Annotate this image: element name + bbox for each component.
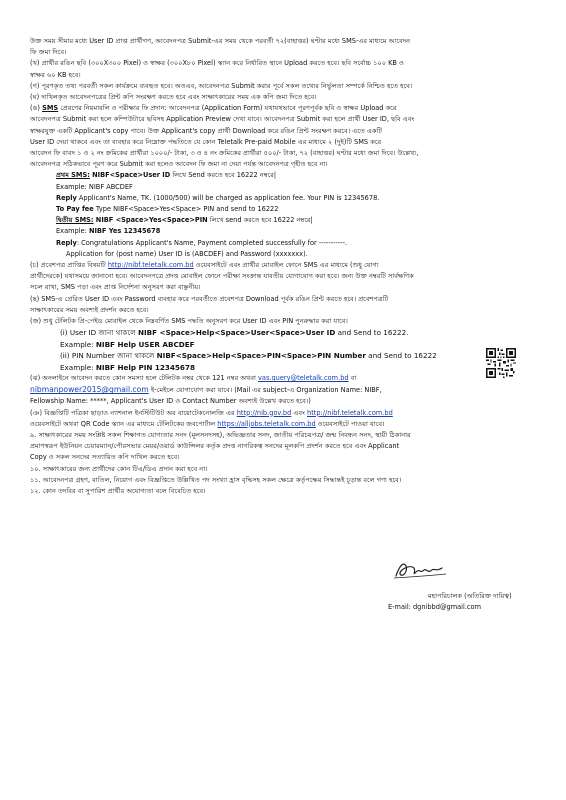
sms-label: প্রথম SMS: (56, 171, 90, 180)
text-line (30, 408, 530, 419)
signatory-title: মহাপরিচালক (অতিরিক্ত দায়িত্ব) (428, 592, 512, 600)
text-span: (ঞ) বিজ্ঞপ্তিটি পত্রিকা ছাড়াও ন্যাশনাল ইনস্টিটিউট অব বায়োটেকনোলজি এর (30, 408, 237, 417)
text-span: বা (348, 373, 357, 382)
signatory-email: E-mail: dgnibbd@gmail.com (388, 603, 482, 611)
text-line: আবেদন ফি বাবদ ১ ও ২ নং ক্রমিকের প্রার্থীরা ১০০০/- টাকা, ৩ ও ৪ নং ক্রমিকের প্রার্থীরা ৫০০/- টাকা, ৭২ (বাহাত্তর) ঘণ্টার মধ্যে জমা দিবে। উল্লেখ্য, (30, 149, 419, 158)
sms-line (30, 215, 530, 226)
nibmanpower-email-link[interactable]: nibmanpower2015@gmail.com (30, 385, 149, 395)
text-span: ওয়েবসাইটে অথবা QR Code স্ক্যান এর মাধ্যমে টেলিটকের জবপোর্টাল (30, 419, 218, 428)
text-span: (ii) PIN Number জানা থাকলে (60, 351, 157, 361)
text-line: ১২. কোন তদবির বা সুপারিশ প্রার্থীর অযোগ্যতা বলে বিবেচিত হবে। (30, 486, 206, 495)
example-line (30, 339, 530, 350)
reply-line (30, 193, 530, 204)
qr-code-icon[interactable] (486, 348, 516, 378)
text-line: ফি জমা দিবে। (30, 48, 67, 57)
text-span: Example: (56, 227, 89, 236)
text-line (30, 103, 530, 114)
text-line: স্বাক্ষরযুক্ত একটি Applicant's copy পাবে। উক্ত Applicant's copy প্রার্থী Download করে রঙিন প্রিন্ট সংরক্ষণ করবে। এতে একটি (30, 126, 383, 135)
recovery-line (30, 327, 530, 338)
text-span: (ঙ) (30, 104, 43, 113)
text-span: and Send to 16222 (365, 351, 437, 361)
text-line: (ছ) SMS-এ প্রেরিত User ID এবং Password ব্যবহার করে পরবর্তীতে প্রবেশপত্র Download পূর্বক রঙিন প্রিন্ট করতে হবে। প্রবেশপত্রটি (30, 294, 389, 303)
example-command: NIBF Help PIN 12345678 (95, 362, 195, 372)
text-span: প্রেরণের নিয়মাবলি ও পরীক্ষার ফি প্রদান: আবেদনপত্র (Application Form) যথাযথভাবে পূরণপূর্বক ছবি ও স্বাক্ষর Upload করে (58, 104, 397, 113)
example-line: Example: NIBF ABCDEF (56, 182, 133, 191)
sms-command: NIBF <Space>Help<Space>User<Space>User ID (137, 328, 336, 338)
reply-line: Application for (post name) User ID is (ABCDEF) and Password (xxxxxxx). (66, 249, 308, 258)
nib-gov-link[interactable]: http://nib.gov.bd (236, 408, 292, 417)
text-line: আবেদনপত্র Submit করা হলে কম্পিউটারে ছবিসহ Application Preview দেখা যাবে। আবেদনপত্র Submit করা হলে প্রার্থী User ID, ছবি এবং (30, 115, 415, 124)
nibf-teletalk-link-2[interactable]: http://nibf.teletalk.com.bd (307, 408, 393, 417)
text-line: আবেদনপত্র সঠিকভাবে পূরণ করে Submit করা হলেও আবেদন ফি জমা না দেয়া পর্যন্ত আবেদনপত্র গৃহীত হবে না। (30, 160, 328, 169)
text-span: লিখে send করতে হবে 16222 নম্বরে| (207, 216, 313, 225)
text-line: (জ) শুধু টেলিটক প্রি-পেইড মোবাইল থেকে নিম্নবর্ণিত SMS পদ্ধতি অনুসরণ করে User ID এবং PIN পুনরুদ্ধার করা যাবে। (30, 317, 348, 326)
sms-line (30, 170, 530, 181)
text-line (30, 419, 530, 430)
text-line: (খ) প্রার্থীর রঙিন ছবি (৩০০X৩০০ Pixel) ও স্বাক্ষর (৩০০X৮০ Pixel) স্ক্যান করে নির্ধারিত স্থানে Upload করতে হবে। ছবি সর্বোচ্চ ১০০ KB ও (30, 59, 404, 68)
document-body (30, 36, 530, 497)
text-line: উক্ত সময় সীমার মধ্যে User ID প্রাপ্ত প্রার্থীগণ, আবেদনপত্র Submit-এর সময় থেকে পরবর্তী ৭২(বাহাত্তর) ঘণ্টার মধ্যে SMS-এর মাধ্যমে আবেদন (30, 37, 411, 45)
sms-label: দ্বিতীয় SMS: (56, 216, 94, 225)
pay-line (30, 204, 530, 215)
text-line: Copy ও সকল সনদের সত্যায়িত কপি দাখিল করতে হবে। (30, 453, 180, 462)
text-span: Example: (60, 362, 96, 372)
handwritten-signature (390, 558, 450, 582)
text-span: লিখে Send করতে হবে 16222 নম্বরে| (170, 171, 277, 180)
text-line: স্বাক্ষর ৬০ KB হবে। (30, 70, 81, 79)
text-span: : Congratulations Applicant's Name, Payment completed successfully for -----------. (76, 238, 348, 247)
text-line: ১০. সাক্ষাৎকারের জন্য প্রার্থীদের কোন টিএ/ডিএ প্রদান করা হবে না। (30, 464, 208, 473)
vas-query-email-link[interactable]: vas.query@teletalk.com.bd (258, 373, 349, 382)
reply-label: Reply (56, 238, 77, 247)
text-line (30, 373, 530, 384)
text-span: Example: (60, 339, 96, 349)
signature-block (388, 591, 548, 613)
sms-command: NIBF<Space>Help<Space>PIN<Space>PIN Number (156, 351, 366, 361)
reply-line (30, 238, 530, 249)
text-span: and Send to 16222. (335, 328, 409, 338)
pay-label: To Pay fee (56, 205, 94, 214)
example-line (30, 362, 530, 373)
text-line: User ID দেয়া থাকবে এবং তা ব্যবহার করে নিম্নোক্ত পদ্ধতিতে যে কোন Teletalk Pre-paid Mobile এর মাধ্যমে ২ (দুই)টি SMS করে (30, 137, 382, 146)
text-span: (i) User ID জানা থাকলে (60, 328, 138, 338)
recovery-line (30, 350, 530, 361)
text-line: প্রার্থীদেরকে) যথাসময়ে জানানো হবে। আবেদনপত্রে প্রদত্ত মোবাইল ফোনে পরীক্ষা সংক্রান্ত যাবতীয় যোগাযোগ করা হবে। জন্য উক্ত নম্বরটি সার্বক্ষণিক (30, 272, 414, 281)
example-command: NIBF Yes 12345678 (88, 227, 161, 236)
text-span: ই-মেইলে যোগাযোগ করা যাবে। (Mail এর subject-এ Organization Name: NIBF, (148, 386, 382, 395)
example-line (30, 226, 530, 237)
text-span: (ঝ) অনলাইনে আবেদন করতে কোন সমস্যা হলে টেলিটক নম্বর থেকে 121 নম্বর অথবা (30, 373, 259, 382)
text-line: ১১. আবেদনপত্র গ্রহণ, বাতিল, নিয়োগ এবং বিজ্ঞপ্তিতে উল্লিখিত পদ সংখ্যা হ্রাস বৃদ্ধিসহ সকল ক্ষেত্রে কর্তৃপক্ষের সিদ্ধান্তই চূড়ান্ত বলে গণ্য হবে। (30, 475, 402, 484)
text-line: সাক্ষাৎকারের সময় অবশ্যই প্রদর্শন করতে হবে। (30, 305, 149, 314)
sms-command: NIBF<Space>User ID (89, 171, 171, 180)
reply-label: Reply (56, 193, 77, 202)
text-line (30, 260, 530, 271)
alljobs-teletalk-link[interactable]: https://alljobs.teletalk.com.bd (217, 419, 316, 428)
text-span: ওয়েবসাইটে এবং প্রার্থীর মোবাইল ফোনে SMS এর মাধ্যমে (শুধু যোগ্য (193, 261, 379, 270)
sms-heading: SMS (42, 104, 59, 113)
text-line: (ঘ) দাখিলকৃত আবেদনপত্রের প্রিন্ট কপি সংরক্ষণ করতে হবে এবং সাক্ষাৎকারের সময় এক কপি জমা দিতে হবে। (30, 93, 317, 102)
text-line: (গ) পূরণকৃত তথ্য পরবর্তী সকল কার্যক্রমে ব্যবহৃত হবে। অতএব, আবেদনপত্র Submit করার পূর্বে সকল তথ্যের নির্ভুলতা সম্পর্কে নিশ্চিত হতে হবে। (30, 81, 413, 90)
text-line: Fellowship Name: *****, Applicant's User ID ও Contact Number অবশ্যই উল্লেখ করতে হবে।) (30, 397, 311, 406)
text-line: প্রমাণস্বরূপ ইউনিয়ন চেয়ারম্যান/পৌরসভার মেয়র/ওয়ার্ড কাউন্সিলর কর্তৃক প্রদত্ত নাগরিকত্ব সনদের মূলকপি প্রদর্শন করতে হবে এবং Applicant (30, 442, 400, 451)
text-span: ওয়েবসাইটে পাওয়া যাবে। (315, 419, 385, 428)
text-line: ৯. সাক্ষাৎকারের সময় সংশ্লিষ্ট সকল শিক্ষাগত যোগ্যতার সনদ (মূলসনদসহ), অভিজ্ঞতার সনদ, জাতীয় পরিচয়পত্র/ জন্ম নিবন্ধন সনদ, স্থায়ী ঠিকানার (30, 430, 411, 439)
text-line (30, 384, 530, 396)
text-line: সচল রাখা, SMS পড়া এবং প্রাপ্ত নির্দেশনা অনুসরণ করা বাঞ্ছনীয়। (30, 283, 201, 292)
text-span: এবং (291, 408, 308, 417)
text-span: Applicant's Name, TK. (1000/500) will be charged as application fee. Your PIN is 12345678. (76, 193, 380, 202)
nibf-teletalk-link[interactable]: http://nibf.teletalk.com.bd (107, 261, 194, 270)
example-command: NIBF Help USER ABCDEF (95, 339, 195, 349)
text-span: Type NIBF<Space>Yes<Space> PIN and send to 16222 (93, 205, 279, 214)
text-span: (চ) প্রবেশপত্র প্রাপ্তির বিষয়টি (30, 261, 108, 270)
sms-command: NIBF <Space>Yes<Space>PIN (93, 216, 208, 225)
